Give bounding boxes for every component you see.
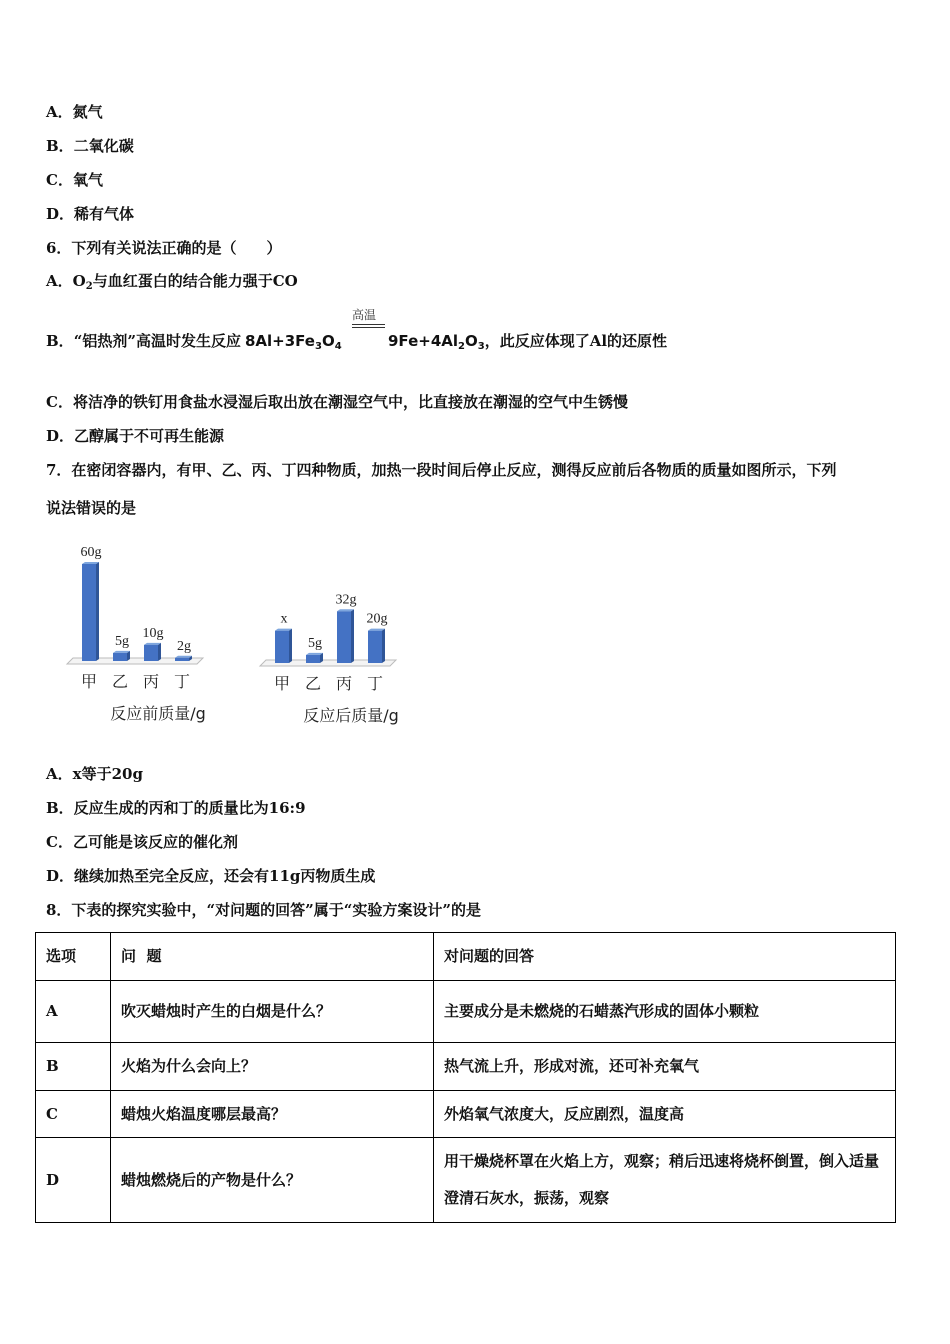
q5-option-c — [46, 170, 103, 190]
q7-stem-line1: 7．在密闭容器内，有甲、乙、丙、丁四种物质，加热一段时间后停止反应，测得反应前后各物质的质量如图所示，下列 — [46, 461, 837, 479]
header-option: 选项 — [36, 933, 111, 981]
bar-value-label: 60g — [80, 545, 102, 560]
q8-table — [35, 932, 896, 1223]
table-row — [36, 981, 896, 1043]
q5-option-b — [46, 136, 134, 156]
reactant-part: O — [321, 332, 335, 350]
reactant — [245, 332, 342, 350]
subscript: 3 — [477, 341, 485, 352]
option-text: 与血红蛋白的结合能力强于CO — [92, 272, 298, 290]
bar-value-label: 32g — [335, 592, 357, 608]
category-label: 丁 — [366, 674, 384, 693]
subscript: 3 — [314, 341, 322, 352]
category-label: 丙 — [142, 672, 160, 691]
row-option: A — [36, 981, 111, 1043]
bar-value-label: x — [280, 611, 288, 627]
product-part: O — [464, 332, 478, 350]
q6-option-c: C．将洁净的铁钉用食盐水浸湿后取出放在潮湿空气中，比直接放在潮湿的空气中生锈慢 — [46, 393, 628, 411]
bar-value-label: 2g — [177, 638, 191, 654]
option-text: “铝热剂”高温时发生反应 — [73, 332, 241, 350]
subscript: 2 — [85, 281, 93, 292]
equals-line-bottom — [352, 327, 385, 328]
subscript: 4 — [334, 341, 342, 352]
q6-stem: 6．下列有关说法正确的是（ ） — [46, 239, 282, 257]
bar-甲 — [275, 631, 289, 663]
bar-value-label: 20g — [366, 611, 388, 627]
option-letter: B． — [46, 332, 74, 350]
bar-side — [158, 643, 161, 661]
bar-丁 — [368, 631, 382, 663]
option-text: 氧气 — [72, 171, 103, 189]
category-label: 乙 — [111, 672, 129, 691]
q8-stem: 8．下表的探究实验中，“对问题的回答”属于“实验方案设计”的是 — [46, 901, 481, 919]
formula-o2: O — [72, 272, 86, 290]
table-row — [36, 1043, 896, 1091]
q6-option-a — [46, 271, 298, 297]
product — [388, 332, 485, 350]
q6-option-b — [46, 331, 342, 357]
row-option: B — [36, 1043, 111, 1091]
equals-line-top — [352, 324, 385, 325]
bar-丙 — [144, 645, 158, 661]
table-header-row — [36, 933, 896, 981]
bar-丙 — [337, 611, 351, 663]
row-question: 吹灭蜡烛时产生的白烟是什么？ — [111, 981, 434, 1043]
bar-乙 — [306, 655, 320, 663]
option-text: ，此反应体现了Al的还原性 — [484, 332, 668, 350]
q7-option-b: B．反应生成的丙和丁的质量比为16:9 — [46, 799, 306, 817]
q7-option-c: C．乙可能是该反应的催化剂 — [46, 833, 238, 851]
bar-side — [96, 562, 99, 661]
category-label: 丙 — [335, 674, 353, 693]
chart-title: 反应后质量/g — [303, 706, 399, 725]
row-question: 蜡烛火焰温度哪层最高？ — [111, 1091, 434, 1138]
option-text: 稀有气体 — [74, 205, 135, 223]
reaction-condition: 高温 — [352, 308, 377, 322]
q5-option-d — [46, 204, 134, 224]
q6-option-d: D．乙醇属于不可再生能源 — [46, 427, 225, 445]
row-question: 火焰为什么会向上？ — [111, 1043, 434, 1091]
bar-top — [144, 643, 161, 645]
row-answer: 主要成分是未燃烧的石蜡蒸汽形成的固体小颗粒 — [434, 981, 896, 1043]
option-letter: C． — [46, 171, 73, 189]
option-letter: A． — [46, 272, 73, 290]
option-text: 二氧化碳 — [73, 137, 134, 155]
category-label: 丁 — [173, 672, 191, 691]
bar-value-label: 5g — [115, 633, 129, 649]
bar-乙 — [113, 653, 127, 661]
row-option: D — [36, 1138, 111, 1223]
product-part: 9Fe+4Al — [388, 332, 459, 350]
row-answer: 热气流上升，形成对流，还可补充氧气 — [434, 1043, 896, 1091]
reactant-part: 8Al+3Fe — [244, 332, 315, 350]
option-letter: B． — [46, 137, 74, 155]
q6-option-b-product — [388, 331, 667, 357]
row-option: C — [36, 1091, 111, 1138]
chart-title: 反应前质量/g — [110, 704, 206, 723]
bar-side — [289, 629, 292, 663]
row-question: 蜡烛燃烧后的产物是什么？ — [111, 1138, 434, 1223]
header-question: 问 题 — [111, 933, 434, 981]
category-label: 乙 — [304, 674, 322, 693]
bar-value-label: 10g — [142, 625, 164, 641]
row-answer: 用干燥烧杯罩在火焰上方，观察；稍后迅速将烧杯倒置，倒入适量澄清石灰水，振荡，观察 — [434, 1138, 896, 1223]
mass-bar-charts — [0, 530, 450, 740]
subscript: 2 — [458, 341, 465, 352]
category-label: 甲 — [273, 674, 291, 693]
table-row — [36, 1091, 896, 1138]
table-row — [36, 1138, 896, 1223]
q7-option-a: A．x等于20g — [46, 765, 143, 783]
category-label: 甲 — [80, 672, 98, 691]
option-text: 氮气 — [72, 103, 103, 121]
bar-side — [382, 629, 385, 663]
row-answer: 外焰氧气浓度大，反应剧烈，温度高 — [434, 1091, 896, 1138]
bar-甲 — [82, 564, 96, 661]
header-answer: 对问题的回答 — [434, 933, 896, 981]
q5-option-a — [46, 102, 103, 122]
bar-value-label: 5g — [308, 635, 322, 651]
bar-side — [351, 609, 354, 663]
option-letter: D． — [46, 205, 75, 223]
q7-option-d: D．继续加热至完全反应，还会有11g丙物质生成 — [46, 867, 376, 885]
q7-stem-line2: 说法错误的是 — [46, 499, 137, 517]
option-letter: A． — [46, 103, 73, 121]
bar-丁 — [175, 658, 189, 661]
